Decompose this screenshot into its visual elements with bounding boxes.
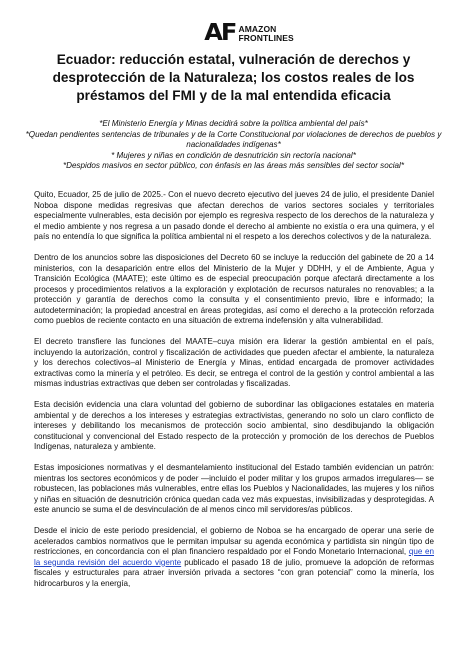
paragraph-text: publicado el pasado 18 de julio, promueve la adopción de reformas fiscales y estructurales para atraer inversión privada a sectores “con gran potencial” como la minería, los hidrocarburos y la energía,: [34, 557, 434, 588]
logo-mark: AF: [204, 20, 236, 46]
body-paragraph: El decreto transfiere las funciones del MAATE–cuya misión era liderar la gestión ambiental en el país, incluyendo la autorización, control y fiscalización de actividades que pueden afectar el ambiente, la naturaleza y los derechos colectivos–al Ministerio de Energía y Minas, entidad encargada de promover actividades extractivas como la minería y el petróleo. Es decir, se entrega el control de la gestión y control ambiental a las mismas industrias extractivas que deben ser controladas y fiscalizadas.: [34, 337, 434, 388]
page-title: Ecuador: reducción estatal, vulneración de derechos y desprotección de la Naturaleza; los costos reales de los préstamos del FMI y de la mal entendida eficacia: [52, 52, 415, 103]
article-body: [34, 190, 434, 600]
body-paragraph-with-link: [34, 526, 434, 589]
highlight-item: * Mujeres y niñas en condición de desnutrición sin rectoría nacional*: [111, 150, 356, 160]
logo-line-2: FRONTLINES: [238, 32, 294, 43]
body-paragraph: Esta decisión evidencia una clara voluntad del gobierno de subordinar las obligaciones estatales en materia ambiental y de derechos a los intereses y estrategias extractivistas, generando no solo un claro conflicto de intereses y debilitando los mecanismos de protección socio ambiental, sino desdibujando la obligación constitucional y convencional del Estado respecto de la protección y promoción de los derechos de Pueblos Indígenas, naturaleza y ambiente.: [34, 400, 434, 451]
highlights-list: [18, 119, 449, 172]
body-paragraph: Quito, Ecuador, 25 de julio de 2025.- Con el nuevo decreto ejecutivo del jueves 24 de julio, el presidente Daniel Noboa dispone medidas regresivas que afectan derechos de varios sectores sociales y territoriales especialmente vulnerables, esta decisión por ejemplo es regresiva respecto de los derechos de la naturaleza y el medio ambiente y nos regresa a un pasado donde el derecho al ambiente no existía o era una quimera, y el país no entendía lo que significa la política ambiental ni el respeto a los derechos colectivos y de la naturaleza.: [34, 190, 434, 241]
highlight-item: *Quedan pendientes sentencias de tribunales y de la Corte Constitucional por violaciones de derechos de pueblos y nacionalidades indígenas*: [25, 129, 442, 149]
highlight-item: *Despidos masivos en sector público, con énfasis en las áreas más sensibles del sector social*: [62, 161, 404, 170]
paragraph-text: Desde el inicio de este periodo presidencial, el gobierno de Noboa se ha encargado de operar una serie de acelerados cambios normativos que le permitan impulsar su agenda económica y partidista sin ningún tipo de restricciones, en concordancia con el plan financiero respaldado por el Fondo Monetario Internacional,: [34, 526, 434, 556]
amazon-frontlines-logo: [205, 22, 294, 45]
highlight-item: *El Ministerio Energía y Minas decidirá sobre la política ambiental del país*: [99, 119, 368, 128]
body-paragraph: Estas imposiciones normativas y el desmantelamiento institucional del Estado también evidencian un patrón: mientras los sectores económicos y de poder —incluido el poder militar y los grupos armados irregulares— se robustecen, las poblaciones más vulnerables, entre ellas los Pueblos y Nacionalidades, las mujeres y los niños y niñas en situación de desnutrición crónica quedan cada vez más expuestas, invisibilizadas y desprotegidas. A este anuncio se suma el de desvinculación de al menos cinco mil servidores/as públicos.: [34, 463, 434, 514]
logo-wordmark: [239, 25, 294, 43]
logo-line-1: AMAZON: [238, 23, 277, 34]
body-paragraph: Dentro de los anuncios sobre las disposiciones del Decreto 60 se incluye la reducción del gabinete de 20 a 14 ministerios, con la desaparición entre ellos del Ministerio de la Mujer y DDHH, y el de Ambiente, Agua y Transición Ecológica (MAATE); este último es de especial preocupación porque afectará directamente a los procesos y procedimientos relativos a la exploración y explotación de recursos naturales no renovables; a la protección y garantía de derechos como la consulta y el consentimiento previo, libre e informado; la autodeterminación; la propiedad ancestral en áreas protegidas, así como el derecho a la protección reforzada como pueblos de reciente contacto en una situación de extrema indefensión y alta vulnerabilidad.: [34, 253, 434, 325]
imf-review-link[interactable]: que en la segunda revisión del acuerdo vigente: [34, 547, 434, 567]
